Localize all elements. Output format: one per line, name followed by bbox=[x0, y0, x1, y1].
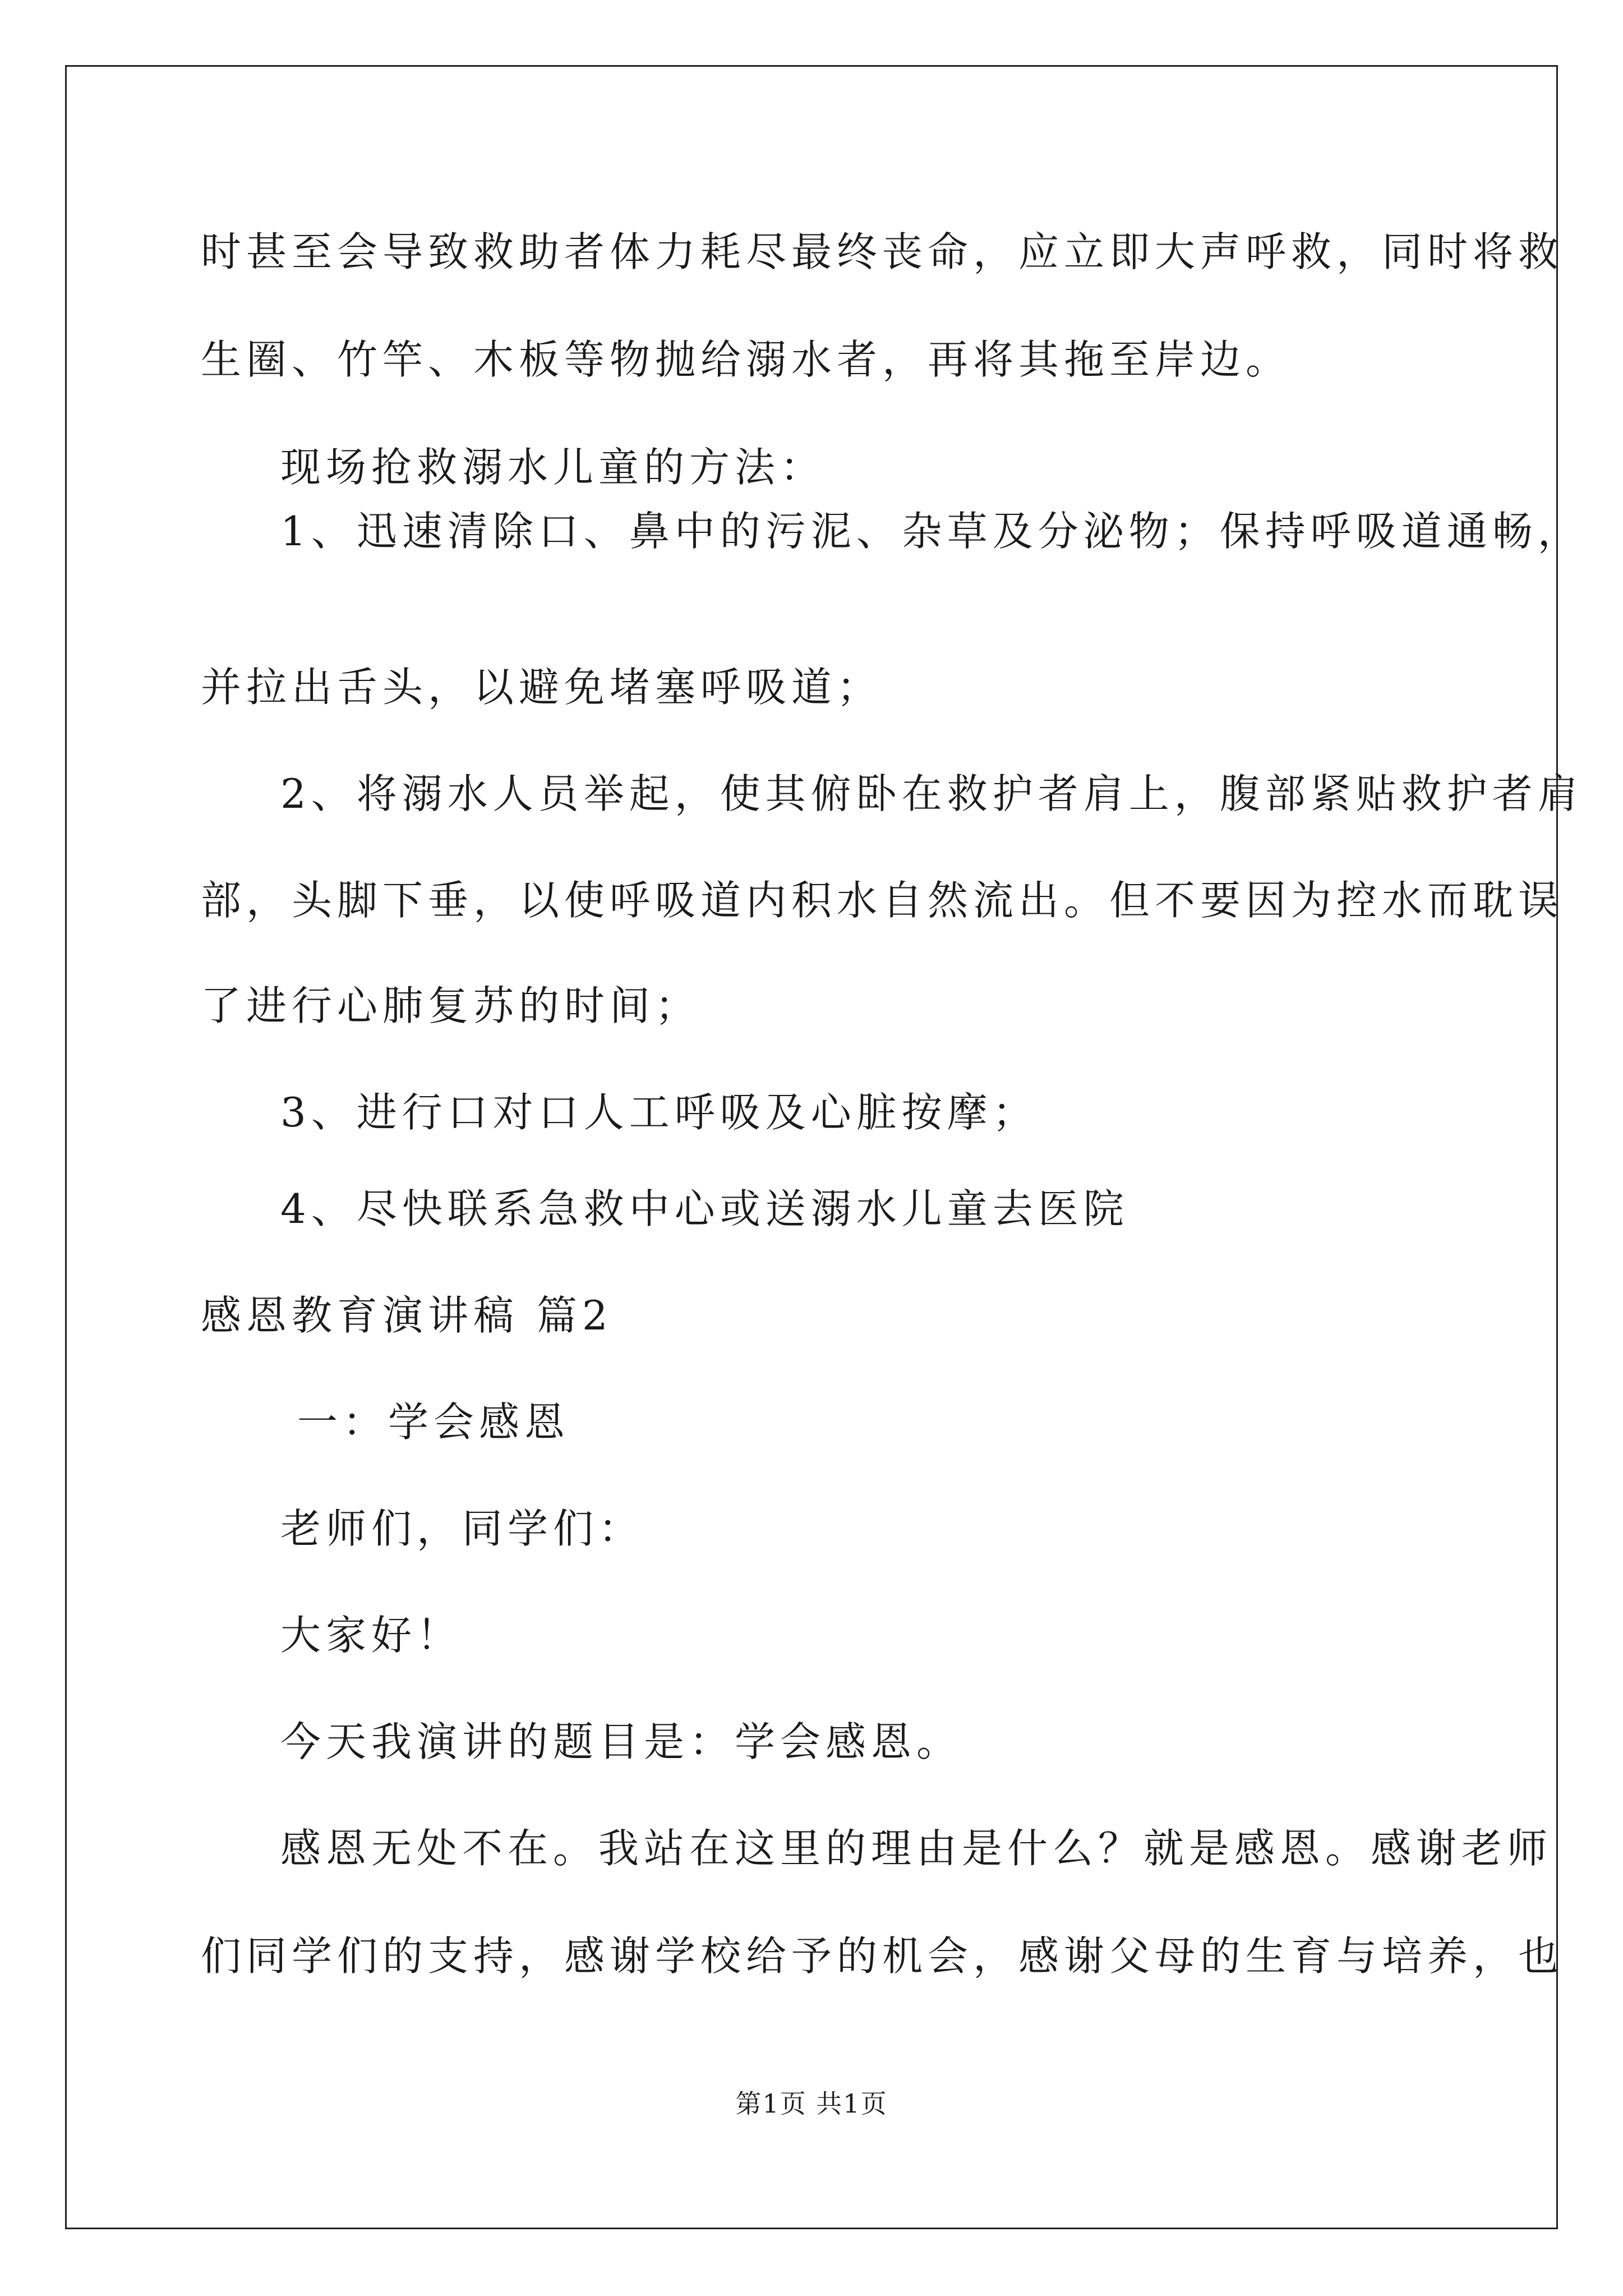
body-line: 们同学们的支持，感谢学校给予的机会，感谢父母的生育与培养，也 bbox=[201, 1932, 1564, 1980]
body-line: 1、迅速清除口、鼻中的污泥、杂草及分泌物；保持呼吸道通畅， bbox=[280, 508, 1583, 555]
greeting: 大家好！ bbox=[280, 1612, 463, 1659]
body-line: 一：学会感恩 bbox=[297, 1398, 570, 1446]
salutation: 老师们，同学们： bbox=[280, 1505, 644, 1552]
page-number-footer: 第1页 共1页 bbox=[735, 2088, 888, 2119]
body-line: 感恩无处不在。我站在这里的理由是什么？就是感恩。感谢老师 bbox=[280, 1825, 1553, 1872]
body-line: 今天我演讲的题目是：学会感恩。 bbox=[280, 1718, 962, 1765]
body-line: 生圈、竹竿、木板等物抛给溺水者，再将其拖至岸边。 bbox=[201, 336, 1292, 383]
body-line: 部，头脚下垂，以使呼吸道内积水自然流出。但不要因为控水而耽误 bbox=[201, 877, 1564, 924]
section-heading: 感恩教育演讲稿 篇2 bbox=[201, 1292, 613, 1339]
body-line: 了进行心肺复苏的时间； bbox=[201, 982, 701, 1029]
page-border bbox=[65, 65, 1558, 2229]
body-line: 并拉出舌头，以避免堵塞呼吸道； bbox=[201, 664, 883, 711]
body-line: 2、将溺水人员举起，使其俯卧在救护者肩上，腹部紧贴救护者肩 bbox=[280, 770, 1583, 817]
body-line: 时甚至会导致救助者体力耗尽最终丧命，应立即大声呼救，同时将救 bbox=[201, 228, 1564, 275]
body-line: 4、尽快联系急救中心或送溺水儿童去医院 bbox=[280, 1185, 1129, 1232]
body-line: 现场抢救溺水儿童的方法： bbox=[280, 444, 826, 491]
body-line: 3、进行口对口人工呼吸及心脏按摩； bbox=[280, 1089, 1038, 1136]
